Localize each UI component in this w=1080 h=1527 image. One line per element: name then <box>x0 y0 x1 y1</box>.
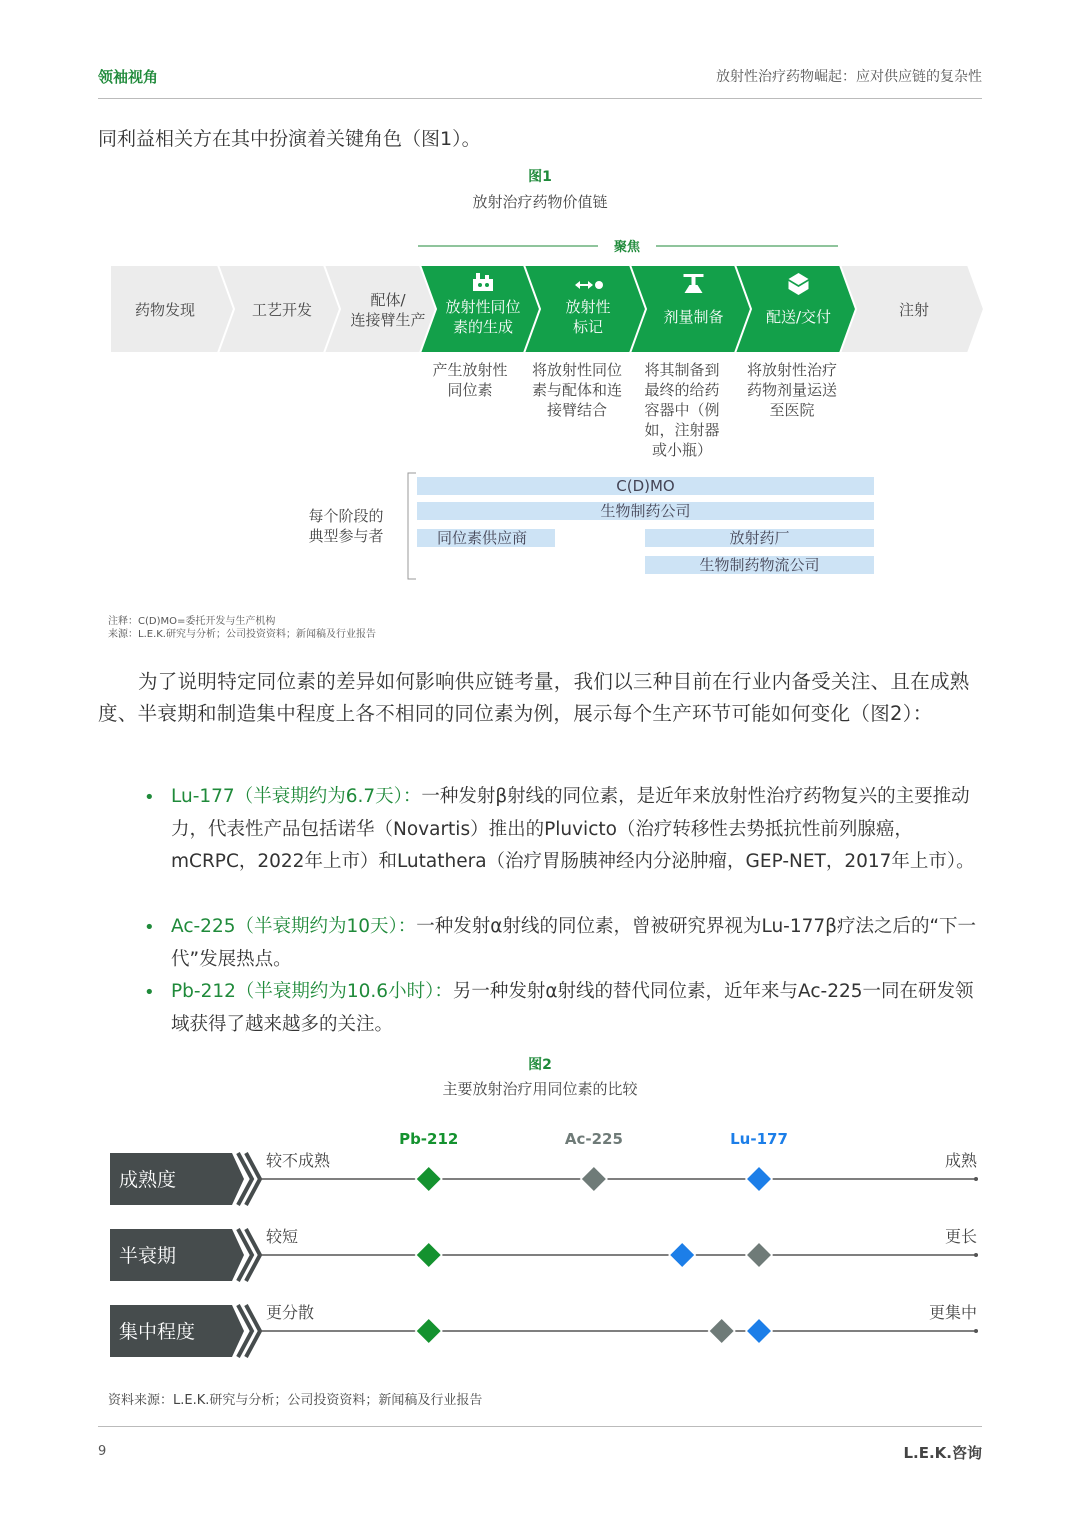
stage-label: 配送/交付 <box>765 308 832 326</box>
footer-divider <box>98 1426 982 1427</box>
stage-chevron <box>630 265 753 353</box>
participant-bar-logistics: 生物制药物流公司 <box>645 556 874 574</box>
value-chain-diagram <box>0 230 1080 610</box>
stage-description: 将放射性同位 素与配体和连 接臂结合 <box>531 361 622 419</box>
stage-chevron <box>218 265 342 353</box>
bullet-marker: • <box>144 982 155 1003</box>
bullet-ac225 <box>171 911 982 976</box>
body-paragraph: 为了说明特定同位素的差异如何影响供应链考量，我们以三种目前在行业内备受关注、且在成熟度、半衰期和制造集中程度上各不相同的同位素为例，展示每个生产环节可能如何变化（图2）： <box>98 670 970 725</box>
arrow-link-icon <box>575 281 603 289</box>
comparison-row <box>110 1227 978 1281</box>
page-number: 9 <box>98 1444 107 1459</box>
isotope-marker-lu-177 <box>669 1242 695 1268</box>
figure2-title: 主要放射治疗用同位素的比较 <box>442 1080 638 1098</box>
bullet-body: 一种发射α射线的同位素，曾被研究界视为Lu-177β疗法之后的“下一代”发展热点。 <box>171 916 977 970</box>
stage-description: 产生放射性 同位素 <box>432 361 508 399</box>
row-label: 成熟度 <box>119 1169 177 1191</box>
scale-low-label: 更分散 <box>266 1303 315 1322</box>
isotope-marker-pb-212 <box>416 1166 442 1192</box>
participant-bar-radiopharmacy: 放射药厂 <box>645 529 874 547</box>
stage-label: 工艺开发 <box>251 301 313 319</box>
isotope-header-label: Ac-225 <box>564 1130 623 1148</box>
isotope-header-label: Lu-177 <box>730 1130 788 1148</box>
participants-label: 每个阶段的 典型参与者 <box>308 507 384 545</box>
intro-text: 同利益相关方在其中扮演着关键角色（图1）。 <box>98 128 481 150</box>
isotope-marker-ac-225 <box>709 1318 735 1344</box>
participant-bar-cdmo: C(D)MO <box>417 477 874 495</box>
scale-low-label: 较不成熟 <box>266 1151 331 1170</box>
bullet-head: Lu-177（半衰期约为6.7天）： <box>171 786 422 807</box>
comparison-row <box>110 1303 978 1357</box>
section-label: 领袖视角 <box>98 68 159 86</box>
isotope-marker-ac-225 <box>746 1242 772 1268</box>
stage-chevron <box>840 265 984 353</box>
bullet-body: 另一种发射α射线的替代同位素，近年来与Ac-225一同在研发领域获得了越来越多的关注。 <box>171 981 974 1035</box>
stage-label: 剂量制备 <box>663 308 724 326</box>
stage-label: 注射 <box>898 301 930 319</box>
isotope-marker-ac-225 <box>581 1166 607 1192</box>
scale-high-label: 成熟 <box>944 1151 977 1170</box>
comparison-row <box>110 1151 978 1205</box>
stage-chevron <box>524 265 648 353</box>
bullet-marker: • <box>144 787 155 808</box>
figure2-number: 图2 <box>528 1057 552 1073</box>
stage-description: 将放射性治疗 药物剂量运送 至医院 <box>746 361 837 419</box>
participant-bar-biopharma: 生物制药公司 <box>417 502 874 520</box>
isotope-marker-pb-212 <box>416 1318 442 1344</box>
row-label: 集中程度 <box>119 1321 196 1343</box>
bullet-pb212 <box>171 976 982 1041</box>
bullet-body: 一种发射β射线的同位素，是近年来放射性治疗药物复兴的主要推动力，代表性产品包括诺华（Novartis）推出的Pluvicto（治疗转移性去势抵抗性前列腺癌，mCRPC，2022年上市）和Lutathera（治疗胃肠胰神经内分泌肿瘤，GEP-NET，2017年上市）。 <box>171 786 975 872</box>
stage-chevron <box>110 265 236 353</box>
figure1-title: 放射治疗药物价值链 <box>472 193 608 211</box>
figure2-source: 资料来源：L.E.K.研究与分析；公司投资资料；新闻稿及行业报告 <box>108 1393 483 1408</box>
stage-description: 将其制备到 最终的给药 容器中（例 如，注射器 或小瓶） <box>644 361 720 459</box>
stage-label: 素的生成 <box>452 318 514 336</box>
scale-high-label: 更长 <box>944 1227 977 1246</box>
stage-label: 放射性同位 <box>445 298 521 316</box>
header-divider <box>98 98 982 99</box>
page-header-title: 放射性治疗药物崛起：应对供应链的复杂性 <box>716 69 982 85</box>
scale-low-label: 较短 <box>266 1227 299 1246</box>
focus-bracket <box>418 239 838 255</box>
brand-logo-text: L.E.K.咨询 <box>903 1444 982 1462</box>
stage-label: 药物发现 <box>134 301 196 319</box>
bullet-head: Ac-225（半衰期约为10天）： <box>171 916 417 937</box>
participants-bracket <box>408 473 416 579</box>
focus-label: 聚焦 <box>613 240 641 255</box>
figure1-number: 图1 <box>528 169 552 185</box>
stage-label: 标记 <box>572 318 604 336</box>
stage-label: 放射性 <box>565 298 611 316</box>
isotope-marker-lu-177 <box>746 1318 772 1344</box>
figure1-note: 注释：C(D)MO=委托开发与生产机构 <box>108 616 276 627</box>
stage-label: 配体/ <box>370 291 406 309</box>
bullet-head: Pb-212（半衰期约为10.6小时）： <box>171 981 453 1002</box>
row-label: 半衰期 <box>119 1245 177 1267</box>
isotope-marker-pb-212 <box>416 1242 442 1268</box>
stage-chevron <box>735 265 858 353</box>
isotope-header-label: Pb-212 <box>399 1130 459 1148</box>
bullet-marker: • <box>144 917 155 938</box>
bullet-lu177 <box>171 781 982 879</box>
figure1-source: 来源：L.E.K.研究与分析；公司投资资料；新闻稿及行业报告 <box>108 629 376 640</box>
isotope-marker-lu-177 <box>746 1166 772 1192</box>
scale-high-label: 更集中 <box>928 1303 977 1322</box>
participant-bar-isotope-supplier: 同位素供应商 <box>417 529 555 547</box>
stage-chevron <box>420 265 542 353</box>
isotope-comparison-chart <box>0 1120 1080 1370</box>
stage-label: 连接臂生产 <box>350 311 426 329</box>
